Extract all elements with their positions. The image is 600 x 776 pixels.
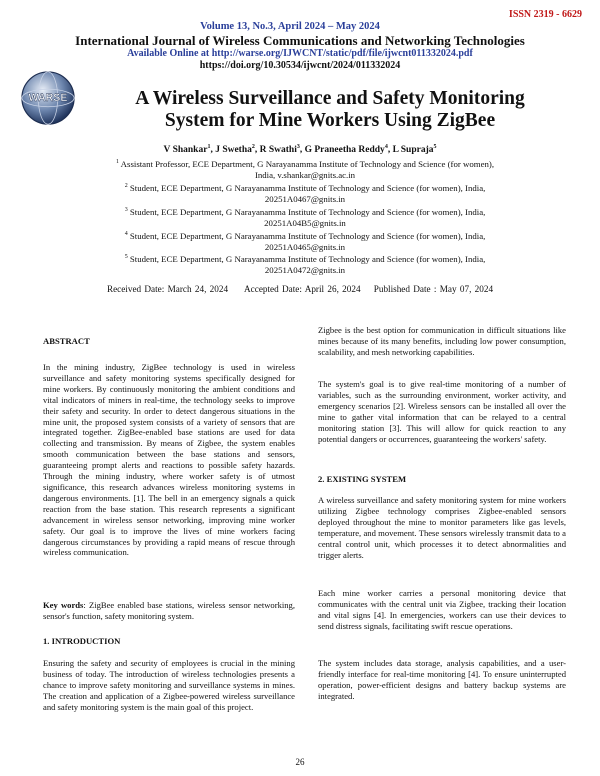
affiliation-2: $^2$ Student, ECE Department, G Narayanamma Institute of Technology and Science (for women), India, 20251A0467@gnits.in (124, 182, 486, 204)
title-line-2: System for Mine Workers Using ZigBee (164, 110, 496, 131)
author: J Swetha (215, 145, 252, 156)
publication-dates (0, 284, 600, 294)
abstract-heading: ABSTRACT (43, 336, 90, 346)
affiliation-3: $^3$ Student, ECE Department, G Narayanamma Institute of Technology and Science (for women), India, 20251A04B5@gnits.in (124, 206, 486, 228)
availability-link[interactable]: Available Online at http://warse.org/IJWCNT/static/pdf/file/ijwcnt011332024.pdf (127, 48, 473, 59)
published-date: Published Date : May 07, 2024 (373, 284, 494, 294)
journal-name: International Journal of Wireless Communications and Networking Technologies (75, 33, 525, 48)
author: R Swathi (259, 145, 297, 156)
existing-paragraph-3: The system includes data storage, analysis capabilities, and a user-friendly interface for real-time monitoring [4]. To ensure uninterrupted operation, power-efficient designs and battery backup systems are integrated. (318, 658, 566, 701)
affiliation-1: $^1$ Assistant Professor, ECE Department, G Narayanamma Institute of Technology and Science (for women), India, v.shankar@gnits.ac.in (115, 158, 495, 180)
intro-heading: 1. INTRODUCTION (43, 636, 121, 646)
logo-text: WARSE (28, 91, 68, 104)
warse-logo (19, 69, 77, 127)
keywords: Key words: ZigBee enabled base stations, wireless sensor networking, sensor's function, safety monitoring system. (43, 600, 296, 621)
existing-heading: 2. EXISTING SYSTEM (318, 474, 407, 484)
author: L Supraja (392, 145, 434, 156)
doi-link[interactable]: https://doi.org/10.30534/ijwcnt/2024/011332024 (199, 60, 401, 71)
right-paragraph-2: The system's goal is to give real-time monitoring of a number of variables, such as the surrounding environment, worker activity, and emergency scenarios [2]. Wireless sensors can be installed all over the mine to gather vital information that can be relayed to a central monitoring station [3]. This will allow for quick reaction to any potential dangers or occurrences, guaranteeing the workers' safety. (318, 379, 566, 444)
author-list: V Shankar$^1$, J Swetha$^2$, R Swathi$^3$, G Praneetha Reddy$^4$, L Supraja$^5$ (163, 144, 437, 156)
accepted-date: Accepted Date: April 26, 2024 (244, 284, 361, 294)
volume-line: Volume 13, No.3, April 2024 – May 2024 (200, 21, 380, 32)
author: V Shankar (163, 145, 208, 156)
author: G Praneetha Reddy (304, 145, 385, 156)
existing-paragraph-2: Each mine worker carries a personal monitoring device that communicates with the central unit via Zigbee, tracking their location and vital signs [4]. In emergencies, workers can use their devices to send distress signals, facilitating swift rescue operations. (318, 588, 566, 631)
title-line-1: A Wireless Surveillance and Safety Monitoring (135, 88, 525, 109)
received-date: Received Date: March 24, 2024 (106, 284, 229, 294)
author-sup: 2 (251, 144, 255, 150)
affiliation-4: $^4$ Student, ECE Department, G Narayanamma Institute of Technology and Science (for women), India, 20251A0465@gnits.in (124, 230, 486, 252)
affiliation-5: $^5$ Student, ECE Department, G Narayanamma Institute of Technology and Science (for women), India, 20251A0472@gnits.in (124, 253, 486, 275)
author-sup: 3 (296, 144, 300, 150)
author-sup: 4 (384, 144, 388, 150)
paper-title (80, 88, 580, 132)
author-sup: 5 (433, 144, 437, 150)
right-paragraph-1: Zigbee is the best option for communication in difficult situations like mines because of its many benefits, including low power consumption, scalability, and mesh networking capabilities. (318, 325, 566, 357)
existing-paragraph-1: A wireless surveillance and safety monitoring system for mine workers utilizing Zigbee technology comprises Zigbee-enabled sensors deployed throughout the mine to monitor parameters like gas levels, temperature, and movement. These sensors wirelessly transmit data to a central control unit, which processes it to detect abnormalities and trigger alerts. (318, 495, 566, 560)
issn-label: ISSN 2319 - 6629 (508, 9, 582, 20)
abstract-body: In the mining industry, ZigBee technology is used in wireless surveillance and safety monitoring systems specifically designed for mine workers. By continuously monitoring the ambient conditions and vital indicators of miners in real-time, the technology seeks to improve their safety and security. In order to detect dangerous situations in the mine unit, the proposed system consists of a variety of sensors that are integrated together. ZigBee-enabled base stations are used for data collecting and transmission. By means of Zigbee, the system enables smooth communication between the base stations and sensors, guaranteeing prompt alerts and reactions to possible safety hazards. Through the mining industry, where worker safety is of utmost significance, this research advances wireless monitoring systems in dangerous environments. [1]. The bell in an emergency signals a quick reaction from the base station. This research represents a significant advancement in wireless sensor networking, improving mine worker safety. Our goal is to improve the lives of mine workers facing dangerous circumstances by providing a rapid means of rescue through wireless communication. (43, 362, 295, 558)
intro-paragraph: Ensuring the safety and security of employees is crucial in the mining business of today. The introduction of wireless technologies presents a chance to improve safety monitoring and surveillance systems in mines. The creation and application of a Zigbee-powered wireless surveillance and safety monitoring system is the main goal of this project. (43, 658, 295, 712)
author-sup: 1 (207, 144, 211, 150)
page-number: 26 (295, 757, 305, 767)
